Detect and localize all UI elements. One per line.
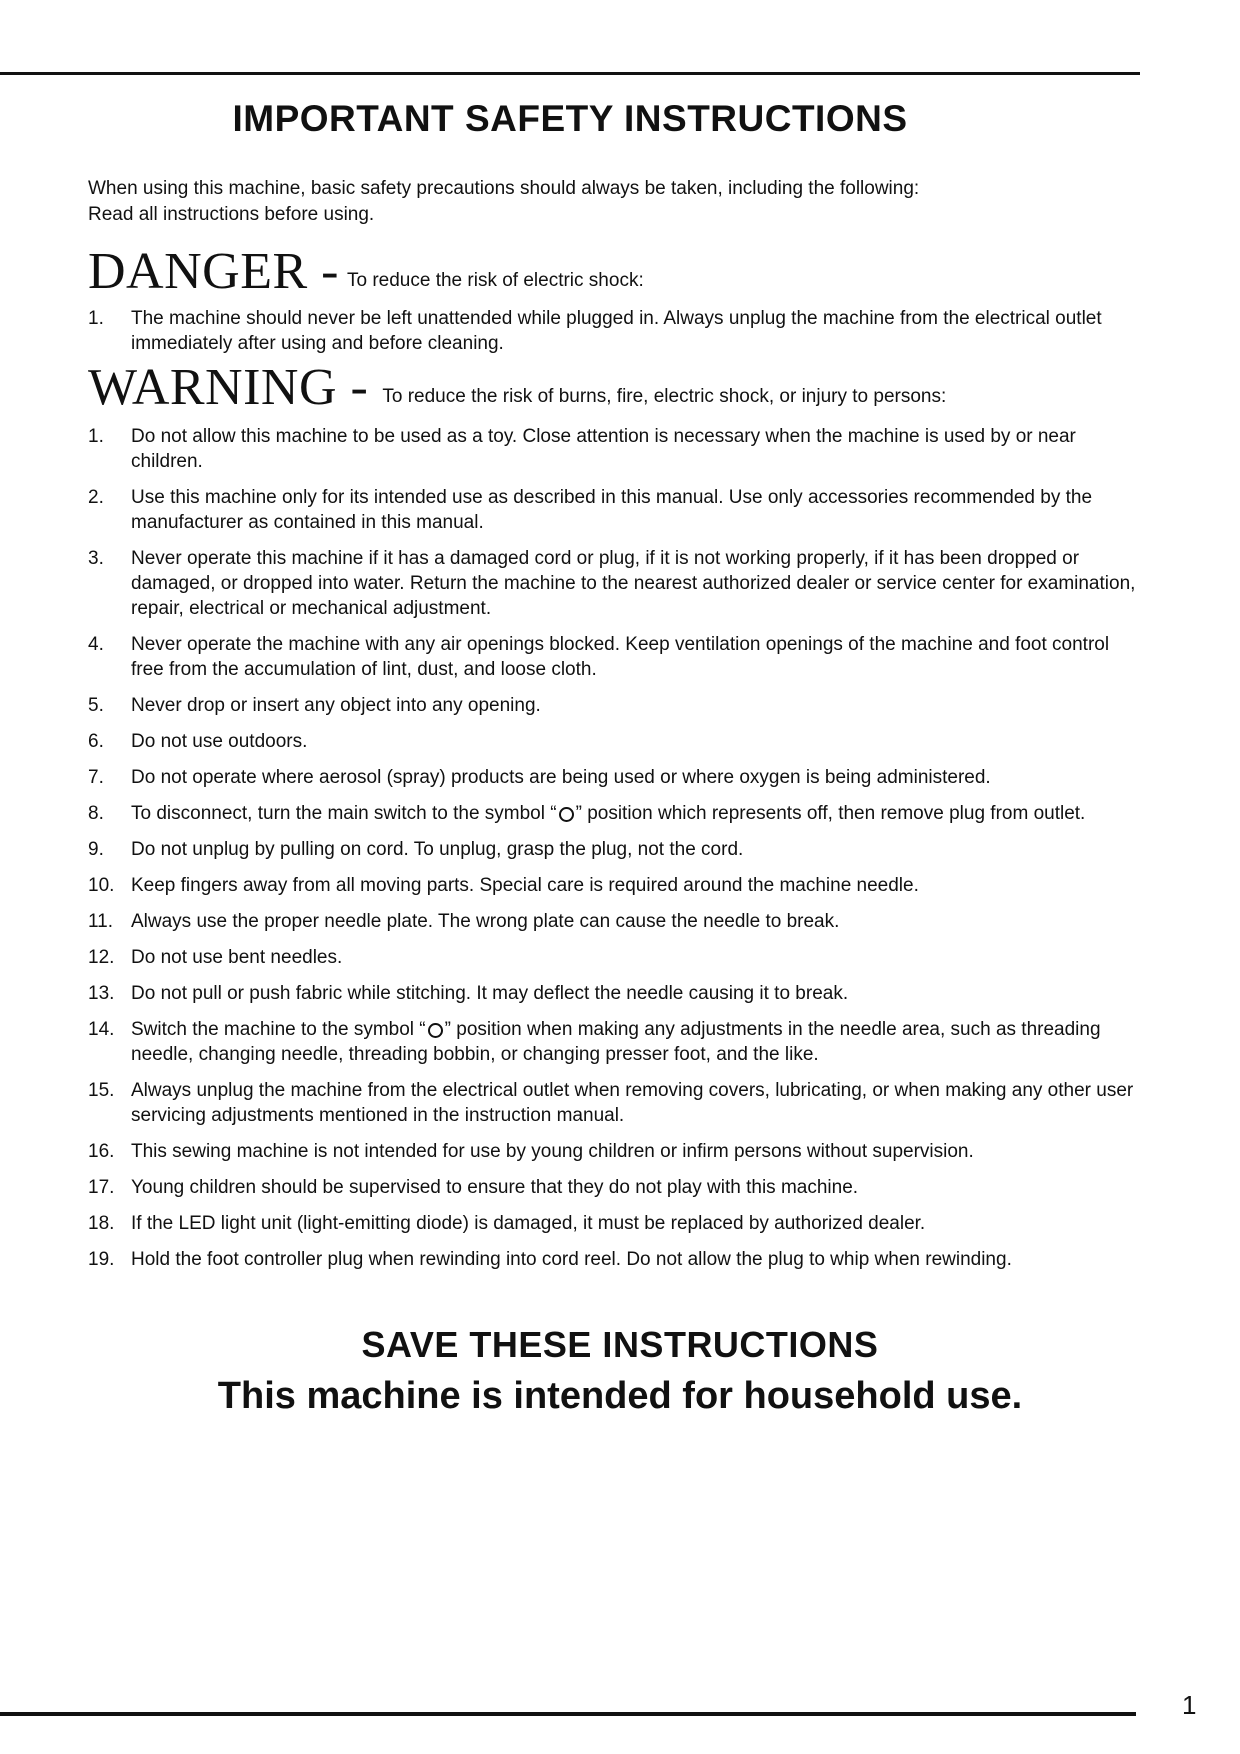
item-text: Never operate this machine if it has a damaged cord or plug, if it is not working properly, if it has been dropped or damaged, or dropped into water. Return the machine to the nearest authorized dealer or service center for examination, repair, electrical or mechanical adjustment. xyxy=(131,548,1136,619)
danger-heading xyxy=(88,243,644,300)
item-number: 7. xyxy=(88,767,104,788)
item-number: 3. xyxy=(88,548,104,569)
item-text: Never operate the machine with any air openings blocked. Keep ventilation openings of the machine and foot control free from the accumulation of lint, dust, and loose cloth. xyxy=(131,634,1110,680)
intro-line-1: When using this machine, basic safety precautions should always be taken, including the following: xyxy=(88,178,920,199)
intro-text xyxy=(88,176,1128,228)
item-number: 19. xyxy=(88,1249,115,1270)
item-number: 1. xyxy=(88,426,104,447)
item-number: 12. xyxy=(88,947,115,968)
item-text: Never drop or insert any object into any opening. xyxy=(131,695,541,716)
item-text: Do not operate where aerosol (spray) products are being used or where oxygen is being administered. xyxy=(131,767,991,788)
danger-list xyxy=(88,306,1138,367)
list-item xyxy=(88,1078,1138,1128)
item-number: 10. xyxy=(88,875,115,896)
list-item xyxy=(88,693,1138,718)
list-item xyxy=(88,1017,1138,1067)
item-text xyxy=(131,1017,1138,1067)
item-number: 5. xyxy=(88,695,104,716)
item-text-before: To disconnect, turn the main switch to the symbol “ xyxy=(131,803,557,824)
top-rule xyxy=(0,72,1140,75)
item-text: Young children should be supervised to ensure that they do not play with this machine. xyxy=(131,1177,859,1198)
list-item xyxy=(88,945,1138,970)
item-text xyxy=(131,801,1138,826)
list-item xyxy=(88,981,1138,1006)
item-text: Always use the proper needle plate. The wrong plate can cause the needle to break. xyxy=(131,911,840,932)
list-item xyxy=(88,306,1138,356)
item-number: 14. xyxy=(88,1019,115,1040)
list-item xyxy=(88,909,1138,934)
warning-label: WARNING - xyxy=(88,359,369,416)
save-instructions-heading: SAVE THESE INSTRUCTIONS xyxy=(361,1324,879,1365)
item-number: 2. xyxy=(88,487,104,508)
item-text: Do not unplug by pulling on cord. To unplug, grasp the plug, not the cord. xyxy=(131,839,744,860)
list-item xyxy=(88,765,1138,790)
list-item xyxy=(88,1247,1138,1272)
item-text: Hold the foot controller plug when rewinding into cord reel. Do not allow the plug to whip when rewinding. xyxy=(131,1249,1012,1270)
warning-list xyxy=(88,424,1138,1283)
list-item xyxy=(88,1211,1138,1236)
list-item xyxy=(88,546,1138,621)
warning-description: To reduce the risk of burns, fire, electric shock, or injury to persons: xyxy=(382,386,947,407)
list-item xyxy=(88,485,1138,535)
item-number: 8. xyxy=(88,803,104,824)
list-item xyxy=(88,632,1138,682)
item-number: 6. xyxy=(88,731,104,752)
item-number: 15. xyxy=(88,1080,115,1101)
item-text: Do not pull or push fabric while stitching. It may deflect the needle causing it to break. xyxy=(131,983,849,1004)
item-number: 1. xyxy=(88,308,104,329)
danger-label: DANGER - xyxy=(88,243,339,300)
item-number: 17. xyxy=(88,1177,115,1198)
list-item xyxy=(88,873,1138,898)
item-text-after: ” position when making any adjustments in the needle area, such as threading needle, changing needle, threading bobbin, or changing presser foot, and the like. xyxy=(131,1019,1101,1065)
item-text: This sewing machine is not intended for use by young children or infirm persons without supervision. xyxy=(131,1141,974,1162)
item-text: Do not use outdoors. xyxy=(131,731,308,752)
item-number: 4. xyxy=(88,634,104,655)
item-text: Always unplug the machine from the electrical outlet when removing covers, lubricating, or when making any other user servicing adjustments mentioned in the instruction manual. xyxy=(131,1080,1134,1126)
item-text: Use this machine only for its intended use as described in this manual. Use only accessories recommended by the manufacturer as contained in this manual. xyxy=(131,487,1093,533)
item-number: 9. xyxy=(88,839,104,860)
item-text-before: Switch the machine to the symbol “ xyxy=(131,1019,426,1040)
intro-line-2: Read all instructions before using. xyxy=(88,204,375,225)
list-item xyxy=(88,729,1138,754)
page-number: 1 xyxy=(1182,1690,1197,1720)
item-number: 11. xyxy=(88,911,114,932)
item-text: Do not use bent needles. xyxy=(131,947,343,968)
danger-description: To reduce the risk of electric shock: xyxy=(346,270,644,291)
list-item xyxy=(88,801,1138,826)
off-circle-icon xyxy=(428,1023,443,1038)
warning-heading xyxy=(88,359,947,416)
off-circle-icon xyxy=(559,807,574,822)
item-text: The machine should never be left unattended while plugged in. Always unplug the machine from the electrical outlet immediately after using and before cleaning. xyxy=(131,308,1102,354)
item-text: Do not allow this machine to be used as a toy. Close attention is necessary when the machine is used by or near children. xyxy=(131,426,1076,472)
household-use-heading: This machine is intended for household use. xyxy=(217,1375,1023,1417)
list-item xyxy=(88,424,1138,474)
item-number: 13. xyxy=(88,983,115,1004)
list-item xyxy=(88,1139,1138,1164)
item-number: 16. xyxy=(88,1141,115,1162)
item-text: Keep fingers away from all moving parts. Special care is required around the machine needle. xyxy=(131,875,919,896)
list-item xyxy=(88,1175,1138,1200)
list-item xyxy=(88,837,1138,862)
item-number: 18. xyxy=(88,1213,115,1234)
bottom-rule xyxy=(0,1712,1136,1716)
item-text-after: ” position which represents off, then remove plug from outlet. xyxy=(575,803,1086,824)
item-text: If the LED light unit (light-emitting diode) is damaged, it must be replaced by authorized dealer. xyxy=(131,1213,926,1234)
page-title: IMPORTANT SAFETY INSTRUCTIONS xyxy=(232,98,908,139)
